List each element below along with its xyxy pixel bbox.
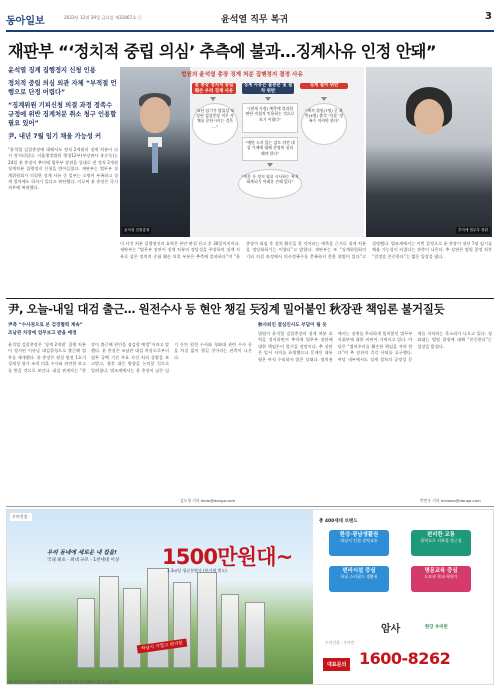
ad-logos: 우미건설 · 우미린 (325, 640, 355, 645)
ad-info-panel (313, 510, 494, 685)
arrow-down-icon (210, 97, 216, 101)
ad-feature-card: 편리시설 증심 하남 스타필드 생활권 (329, 566, 389, 592)
dateline: 2023년 12월 29일 금요일 제31867호 ⓒ (64, 15, 142, 20)
ad-feature-card: 한강·광남생활권 하남시 인접 광역교통 (329, 530, 389, 556)
ad-feature-card: 편리한 교통 광역도로 지하철 접근성 (411, 530, 471, 556)
infographic (120, 67, 364, 237)
node-neutrality: 윤 총장 정치적 중립 훼손 우려 징계 사유 (192, 83, 236, 94)
infographic-title: 법원의 윤석열 총장 징계 처분 집행정지 결정 사유 (181, 72, 303, 78)
building-shape (173, 582, 191, 668)
building-shape (221, 594, 239, 668)
tie-shape (152, 143, 158, 173)
lead-body: “윤석열 검찰총장에 대해서도 정직 2개월의 징계 처분이 다시 정지되었다. 서울행정법원 행정12부(부장판사 홍순욱)는 24일 윤 총장이 추미애 법무부 장관을 상대로 낸 정직 2개월 징계처분 집행정지 신청을 받아들였다. 재판부는 법무부 징계위원회가 의결한 징계 사유 중 일부는 소명이 부족하고 징계 절차에도 하자가 있다고 판단했다. 이로써 윤 총장은 즉시 직무에 복귀했다. (8, 147, 118, 191)
section-title: 윤석열 직무 복귀 (221, 15, 289, 25)
node-procedure: 징계 절차 위반 (300, 83, 348, 89)
subhead-1: 윤석열 징계 집행정지 신청 인용 (8, 67, 96, 74)
ad-price-note: 3.3㎡당 평균분양가 (부가세 별도) (167, 568, 227, 573)
story3-byline: 박민우 기자 minwoo@donga.com (420, 498, 481, 503)
face-shape (414, 99, 444, 135)
story3-headline: 징계 밀어붙인 秋장관 책임론 불거질듯 (258, 302, 445, 316)
reason-ellipse-1: “2년 임기가 법률상 보장된 검찰총장 직무 자체를 중단시키는 것은 …” (192, 103, 238, 145)
subhead-2: 정치적 중립 의심 외관 자체 “부적절 언행으로 단정 어렵다” (8, 80, 117, 96)
ad-building-image (7, 510, 313, 685)
yoon-photo (120, 67, 190, 237)
ad-complex-subname: 한강 우미린 (425, 625, 448, 630)
real-estate-ad[interactable] (6, 509, 494, 685)
subhead-3: “징계위원 기피신청 의결 과정 정족수 규정에 위반 징계처분 취소 청구 인용할 필요 있어” (8, 102, 117, 127)
story2-headline: 尹, 오늘-내일 대검 출근… 원전수사 등 현안 챙길 듯 (8, 302, 261, 316)
story2-byline: 김도형 기자 dodo@donga.com (180, 498, 236, 503)
arrow-down-icon (265, 97, 271, 101)
ad-complex-name: 암사 (381, 624, 401, 635)
building-shape (147, 568, 169, 668)
arrow-down-icon (267, 163, 273, 167)
ad-subtitle: 국내 최초 · 최대 규모 · 1천세대 이상 (47, 558, 120, 563)
photo-caption-left: 윤석열 검찰총장 (124, 228, 150, 232)
main-story-body: 이 사건 처분 집행정지의 효력은 본안 판결 선고 후 30일까지이다. 재판부는 “법무부 장관이 징계 처분의 정당성을 주장하며 징계 사유로 삼은 정치적 중립 훼손 의혹 부분은 추측에 불과하다”며 “윤 총장이 퇴임 후 정치 활동을 할 것이라는 예측을 근거로 징계 처분을 정당화하기는 어렵다”고 밝혔다. 재판부는 또 “징계위원회의 기피 의결 과정에서 의사정족수를 충족하지 못한 위법이 있다”고 설명했다. 법조계에서는 이번 결정으로 윤 총장이 내년 7월 임기를 채울 가능성이 커졌다는 관측이 나온다. 추 장관은 법원 결정 직후 “결정을 존중한다”는 짧은 입장을 냈다. (120, 241, 492, 259)
ad-phone-number[interactable]: 1600-8262 (359, 649, 451, 668)
section-divider (6, 298, 494, 299)
story2-sub2: 조남관 차장에 업무보고 받을 예정 (8, 331, 77, 336)
lead-column (8, 66, 118, 192)
main-headline: 재판부 “‘정치적 중립 의심’ 추측에 불과…징계사유 인정 안돼” (8, 42, 436, 61)
subhead-4: 尹, 내년 7월 임기 채울 가능성 커 (8, 133, 102, 140)
ad-tagline: 우리 동네에 새로운 내 집을! (47, 550, 117, 556)
reason-ellipse-3: “재적 위원(7명) 중 과반(4명) 출석 ‘의결’ 정족수 지켜야 한다” (301, 103, 347, 145)
ad-disclaimer: ※ 상기 이미지는 소비자의 이해를 돕기 위한 것으로 실제와 다를 수 있습니다. (9, 680, 120, 684)
ad-price: 1500만원대~ (162, 545, 293, 569)
building-shape (77, 598, 95, 668)
ad-divider (6, 506, 494, 507)
ad-brand: 우미건설 · (12, 514, 30, 519)
ad-ribbon: 하남시 가깝고 편리한 (137, 639, 188, 654)
building-shape (197, 572, 217, 668)
newspaper-logo: 동아일보 (6, 16, 45, 27)
arrow-down-icon (321, 97, 327, 101)
story2-body: 윤석열 검찰총장은 ‘징계 2개월’ 집행 처분이 정지된 이튿날 대검찰청으로 출근해 업무를 재개했다. 윤 총장은 월성 원전 1호기 경제성 평가 조작 의혹 수사와 관련한 보고를 받을 것으로 보인다. 대검 관계자는 “총장이 출근해 현안을 점검할 예정”이라고 말했다. 윤 총장은 조남관 대검 차장으로부터 업무 공백 기간 주요 사건 처리 상황을 보고받고, 향후 대응 방향을 논의할 것으로 알려졌다. 법조계에서는 윤 총장이 남은 임기 동안 원전 수사와 청와대 관련 수사 등을 차질 없이 챙길 것이라는 관측이 나온다. (8, 342, 252, 373)
building-shape (123, 588, 141, 668)
conclusion-ellipse: “처분 등 정지 필요 시사하는 복지 회복되기 어려운 손해 있다” (238, 169, 302, 199)
node-insufficient: 징계 사유는 불충분 및 절차 위반 (243, 83, 293, 94)
reason-box-4: “예단 소지 있는 검토 의견 대상 기재에 대해 분명히 심리해야 한다” (242, 137, 298, 161)
story2-sub1: 尹측 “수사권으로 본 검경협력 계속” (8, 323, 83, 328)
story3-sub: 秋사퇴인 결심인사도 부담이 될 듯 (258, 323, 327, 328)
ad-kicker: 총 400세대 브랜드 (319, 519, 358, 524)
page-number: 3 (485, 11, 492, 22)
story3-body: 법원이 윤석열 검찰총장의 징계 처분 효력을 정지하면서 추미애 법무부 장관에 대한 책임론이 불거질 전망이다. 추 장관은 앞서 사의를 표명했으나 문재인 대통령은 아직 수리하지 않은 상태다. 정치권에서는 징계를 무리하게 밀어붙인 법무부 지휘부에 대한 비판이 거세지고 있다. 야당은 “법치주의를 훼손한 책임을 져야 한다”며 추 장관의 즉각 사퇴를 요구했다. 여당 내부에서도 징계 절차의 공정성 문제를 지적하는 목소리가 나오고 있다. 청와대는 법원 결정에 대해 “존중한다”는 입장을 밝혔다. (258, 331, 492, 362)
ad-feature-card: 명문교육 중심 도보권 학교·학원가 (411, 566, 471, 592)
photo-caption-right: 추미애 법무부 장관 (457, 228, 488, 232)
building-shape (99, 576, 119, 668)
choo-photo (366, 67, 492, 237)
reason-box-2: “(현재 사정) 예측에 불과한 판단 직접적 인용하는 것으로 보기 어렵다” (242, 103, 298, 133)
building-shape (245, 602, 265, 668)
masthead (6, 10, 494, 32)
ad-phone-label: 대표문의 (323, 658, 350, 671)
face-shape (140, 97, 170, 133)
